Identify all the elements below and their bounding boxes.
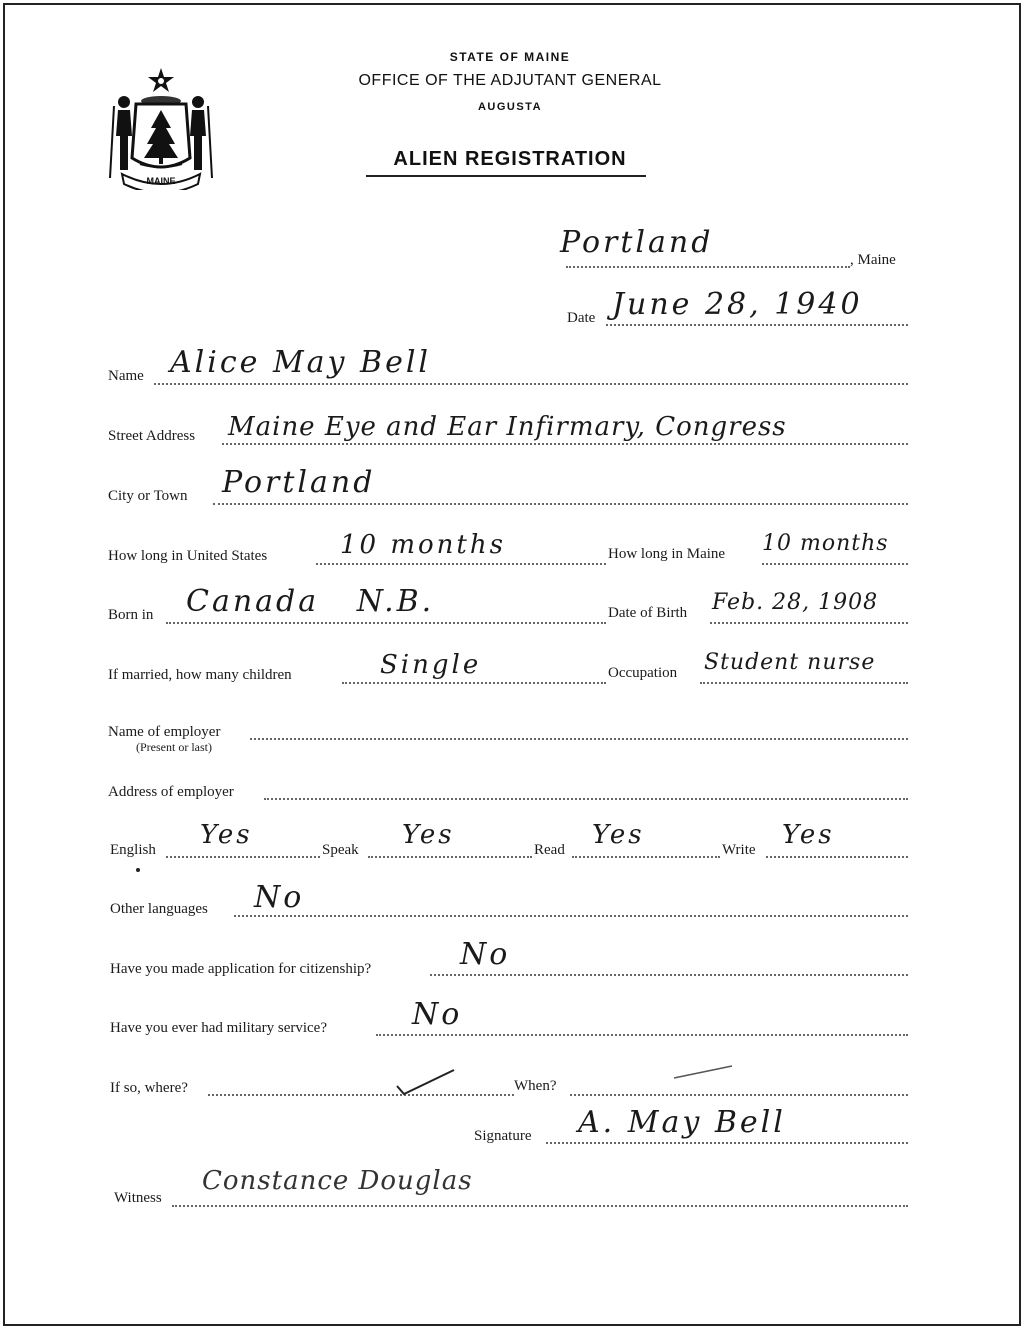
state-seal-emblem — [108, 66, 214, 190]
military-label: Have you ever had military service? — [110, 1020, 327, 1036]
place-line — [566, 266, 850, 268]
english-label: English — [110, 842, 156, 858]
born-in-line — [166, 622, 606, 624]
date-label: Date — [567, 310, 596, 326]
speak-label: Speak — [322, 842, 359, 858]
children-label: If married, how many children — [108, 667, 292, 683]
children-line — [342, 682, 606, 684]
dob-value[interactable]: Feb. 28, 1908 — [712, 590, 879, 615]
seal-banner-text: MAINE — [146, 176, 176, 186]
write-label: Write — [722, 842, 756, 858]
employer-sublabel: (Present or last) — [136, 740, 212, 754]
witness-label: Witness — [114, 1190, 162, 1206]
date-line — [606, 324, 908, 326]
office-heading: OFFICE OF THE ADJUTANT GENERAL — [358, 72, 662, 89]
military-line — [376, 1034, 908, 1036]
other-languages-value[interactable]: No — [254, 880, 305, 915]
born-in-label: Born in — [108, 607, 154, 623]
write-value[interactable]: Yes — [782, 820, 835, 850]
speak-value[interactable]: Yes — [402, 820, 455, 850]
when-label: When? — [514, 1078, 557, 1094]
signature-line — [546, 1142, 908, 1144]
children-value[interactable]: Single — [380, 650, 482, 680]
city-town-value[interactable]: Portland — [222, 465, 376, 500]
dash-mark-icon — [672, 1062, 736, 1082]
citizenship-value[interactable]: No — [460, 937, 511, 972]
signature-label: Signature — [474, 1128, 532, 1144]
employer-line — [250, 738, 908, 740]
occupation-line — [700, 682, 908, 684]
witness-value[interactable]: Constance Douglas — [202, 1166, 473, 1196]
name-label: Name — [108, 368, 144, 384]
date-value[interactable]: June 28, 1940 — [612, 287, 863, 322]
witness-line — [172, 1205, 908, 1207]
name-value[interactable]: Alice May Bell — [170, 345, 432, 380]
street-line — [222, 443, 908, 445]
form-title: ALIEN REGISTRATION — [393, 148, 627, 170]
place-value[interactable]: Portland — [560, 225, 714, 260]
street-label: Street Address — [108, 428, 196, 444]
how-long-us-line — [316, 563, 606, 565]
born-in-value[interactable]: Canada N.B. — [186, 584, 435, 619]
dob-label: Date of Birth — [608, 605, 688, 621]
place-suffix: , Maine — [850, 252, 896, 268]
signature-value[interactable]: A. May Bell — [578, 1105, 786, 1140]
write-line — [766, 856, 908, 858]
read-line — [572, 856, 720, 858]
occupation-label: Occupation — [608, 665, 678, 681]
employer-address-line — [264, 798, 908, 800]
other-languages-line — [234, 915, 908, 917]
city-town-label: City or Town — [108, 488, 188, 504]
bullet-mark — [136, 868, 140, 872]
how-long-me-line — [762, 563, 908, 565]
military-value[interactable]: No — [412, 997, 463, 1032]
checkmark-icon — [394, 1066, 458, 1098]
how-long-us-label: How long in United States — [108, 548, 268, 564]
employer-address-label: Address of employer — [108, 784, 234, 800]
citizenship-label: Have you made application for citizenship? — [110, 961, 372, 977]
read-label: Read — [534, 842, 565, 858]
city-town-line — [213, 503, 908, 505]
how-long-us-value[interactable]: 10 months — [340, 530, 506, 560]
when-line — [570, 1094, 908, 1096]
state-heading: STATE OF MAINE — [449, 50, 571, 64]
english-line — [166, 856, 320, 858]
occupation-value[interactable]: Student nurse — [704, 650, 876, 675]
where-line — [208, 1094, 514, 1096]
where-label: If so, where? — [110, 1080, 188, 1096]
title-underline — [366, 175, 646, 177]
english-value[interactable]: Yes — [200, 820, 253, 850]
employer-label: Name of employer — [108, 724, 221, 740]
name-line — [154, 383, 908, 385]
citizenship-line — [430, 974, 908, 976]
how-long-me-value[interactable]: 10 months — [762, 531, 889, 556]
speak-line — [368, 856, 532, 858]
read-value[interactable]: Yes — [592, 820, 645, 850]
how-long-me-label: How long in Maine — [608, 546, 726, 562]
other-languages-label: Other languages — [110, 901, 208, 917]
city-heading: AUGUSTA — [477, 101, 543, 113]
dob-line — [710, 622, 908, 624]
street-value[interactable]: Maine Eye and Ear Infirmary, Congress — [228, 412, 787, 442]
